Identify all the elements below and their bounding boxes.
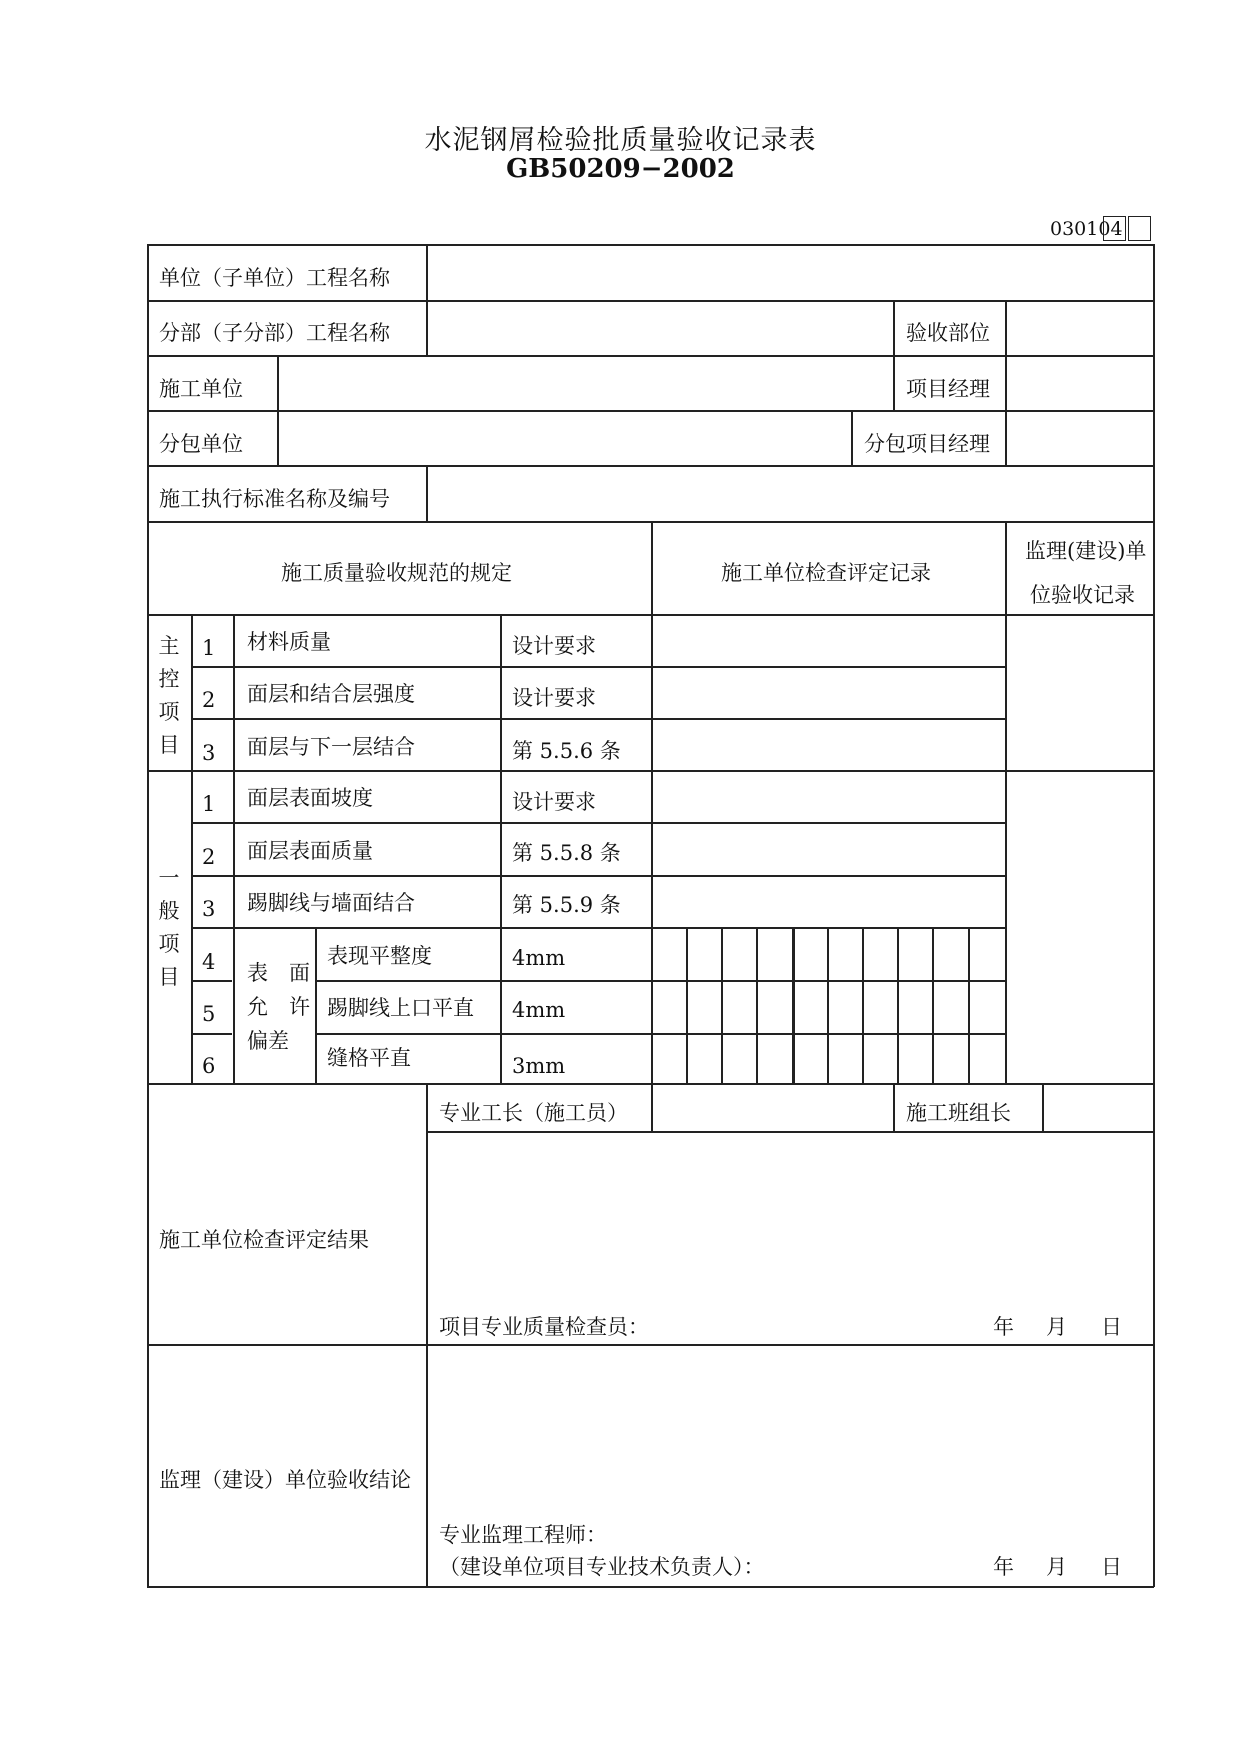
project-manager-label: 项目经理 <box>906 377 990 401</box>
acceptance-part-input[interactable] <box>1007 302 1152 354</box>
inspector-label: 项目专业质量检查员： <box>439 1315 649 1339</box>
general-item-record-cell[interactable] <box>653 772 1004 821</box>
sub-project-label: 分部（子分部）工程名称 <box>159 321 390 345</box>
subcontract-manager-label: 分包项目经理 <box>864 432 990 456</box>
main-items-supervisor-cell[interactable] <box>1007 616 1152 769</box>
construction-result-label: 施工单位检查评定结果 <box>159 1228 369 1252</box>
supervisor-column-header-line2: 位验收记录 <box>1030 583 1135 607</box>
main-item-requirement: 设计要求 <box>512 686 596 710</box>
general-item-record-cell[interactable] <box>653 877 1004 926</box>
main-item-no: 1 <box>202 636 216 660</box>
main-item-record-cell[interactable] <box>653 616 1004 665</box>
project-manager-input[interactable] <box>1007 357 1152 409</box>
document-title: 水泥钢屑检验批质量验收记录表 <box>424 125 817 156</box>
general-items-supervisor-cell[interactable] <box>1007 772 1152 1082</box>
date-year: 年 <box>993 1315 1014 1339</box>
construction-result-area[interactable] <box>428 1133 1152 1333</box>
main-item-no: 3 <box>202 741 216 765</box>
general-item-requirement: 第 5.5.8 条 <box>512 841 621 865</box>
main-item-record-cell[interactable] <box>653 720 1004 769</box>
tolerance-item-name: 踢脚线上口平直 <box>327 996 474 1020</box>
form-code-box-2[interactable] <box>1128 216 1151 241</box>
main-item-name: 面层和结合层强度 <box>247 682 415 706</box>
main-item-record-cell[interactable] <box>653 668 1004 717</box>
main-items-group-label: 主控项目 <box>158 634 180 757</box>
general-item-name: 面层表面坡度 <box>247 786 373 810</box>
construction-unit-label: 施工单位 <box>159 377 243 401</box>
unit-project-label: 单位（子单位）工程名称 <box>159 266 390 290</box>
general-items-group-label: 一般项目 <box>158 866 180 989</box>
tolerance-item-value: 4mm <box>512 946 566 970</box>
subcontract-manager-input[interactable] <box>1007 412 1152 464</box>
team-leader-label: 施工班组长 <box>906 1101 1011 1125</box>
standard-input[interactable] <box>428 467 1152 520</box>
measurement-cells[interactable] <box>653 929 1004 1082</box>
form-code: 030104 <box>1050 218 1123 240</box>
tolerance-label-line3: 偏差 <box>247 1029 289 1053</box>
record-column-header: 施工单位检查评定记录 <box>721 561 931 585</box>
foreman-input[interactable] <box>653 1085 892 1130</box>
tolerance-item-no: 4 <box>202 950 216 974</box>
general-item-requirement: 设计要求 <box>512 790 596 814</box>
general-item-name: 踢脚线与墙面结合 <box>247 891 415 915</box>
foreman-label: 专业工长（施工员） <box>439 1101 628 1125</box>
subcontract-unit-input[interactable] <box>279 412 850 464</box>
general-item-no: 2 <box>202 845 216 869</box>
general-item-no: 1 <box>202 792 216 816</box>
acceptance-part-label: 验收部位 <box>906 321 990 345</box>
sub-project-input[interactable] <box>428 302 892 354</box>
date-month: 月 <box>1046 1315 1067 1339</box>
unit-project-input[interactable] <box>428 246 1152 299</box>
date-day: 日 <box>1101 1555 1122 1579</box>
general-item-requirement: 第 5.5.9 条 <box>512 893 621 917</box>
supervisor-engineer-label: 专业监理工程师： <box>439 1523 607 1547</box>
owner-tech-label: （建设单位项目专业技术负责人）： <box>439 1555 765 1579</box>
spec-column-header: 施工质量验收规范的规定 <box>281 561 512 585</box>
tolerance-item-value: 3mm <box>512 1054 566 1078</box>
supervisor-conclusion-label: 监理（建设）单位验收结论 <box>159 1468 411 1492</box>
form-code-box-1[interactable] <box>1103 216 1126 241</box>
main-item-requirement: 第 5.5.6 条 <box>512 739 621 763</box>
construction-unit-input[interactable] <box>279 357 892 409</box>
tolerance-item-name: 缝格平直 <box>327 1046 411 1070</box>
standard-code: GB50209−2002 <box>506 154 735 184</box>
general-item-name: 面层表面质量 <box>247 839 373 863</box>
tolerance-item-no: 5 <box>202 1002 216 1026</box>
tolerance-item-name: 表现平整度 <box>327 944 432 968</box>
supervisor-column-header-line1: 监理(建设)单 <box>1025 539 1147 563</box>
date-year: 年 <box>993 1555 1014 1579</box>
main-item-requirement: 设计要求 <box>512 634 596 658</box>
tolerance-label-line1: 表 面 <box>247 961 310 985</box>
general-item-no: 3 <box>202 897 216 921</box>
date-month: 月 <box>1046 1555 1067 1579</box>
team-leader-input[interactable] <box>1044 1085 1152 1130</box>
main-item-no: 2 <box>202 688 216 712</box>
supervisor-conclusion-area[interactable] <box>428 1346 1152 1536</box>
date-day: 日 <box>1101 1315 1122 1339</box>
main-item-name: 材料质量 <box>247 630 331 654</box>
standard-label: 施工执行标准名称及编号 <box>159 487 390 511</box>
main-item-name: 面层与下一层结合 <box>247 735 415 759</box>
tolerance-item-value: 4mm <box>512 998 566 1022</box>
tolerance-label-line2: 允 许 <box>247 995 310 1019</box>
tolerance-item-no: 6 <box>202 1054 216 1078</box>
general-item-record-cell[interactable] <box>653 824 1004 874</box>
subcontract-unit-label: 分包单位 <box>159 432 243 456</box>
